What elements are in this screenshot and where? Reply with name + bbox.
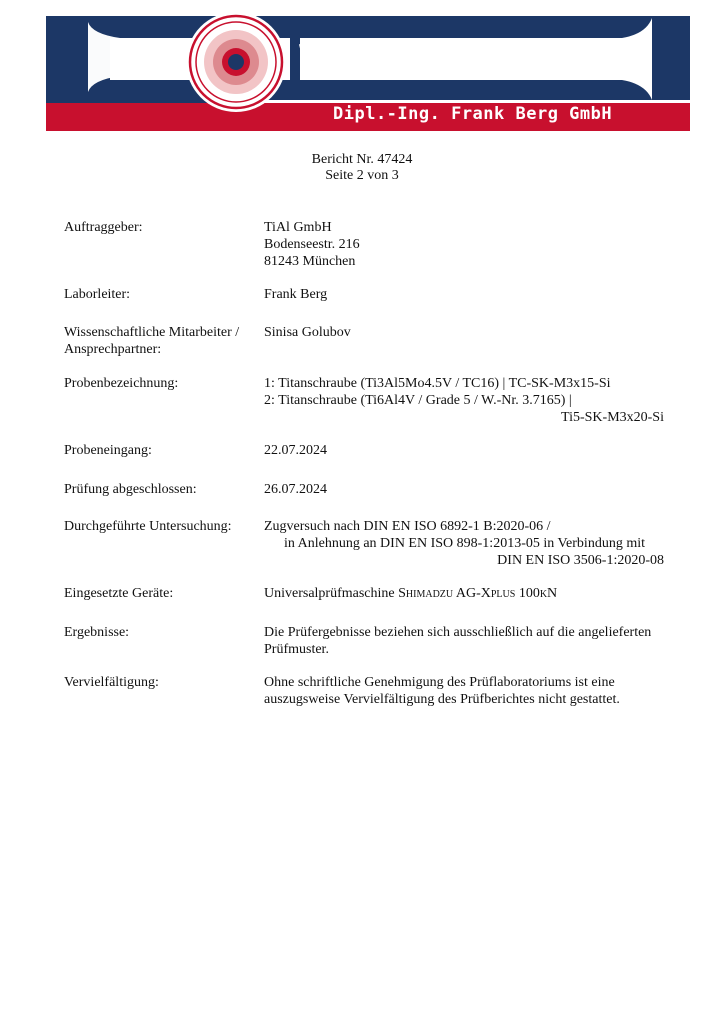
field-value: 26.07.2024 bbox=[264, 482, 327, 497]
field-label: Probeneingang: bbox=[64, 443, 152, 458]
field-value bbox=[264, 375, 664, 426]
field-value: Ohne schriftliche Genehmigung des Prüflaboratoriums ist eine auszugsweise Vervielfältigung des Prüfberichtes nicht gestattet. bbox=[264, 675, 620, 707]
equipment-capacity: 100kN bbox=[515, 586, 558, 601]
report-number: Bericht Nr. 47424 bbox=[311, 152, 413, 167]
field-label: Vervielfältigung: bbox=[64, 675, 159, 690]
field-label: Eingesetzte Geräte: bbox=[64, 586, 174, 601]
test-standard-1: Zugversuch nach DIN EN ISO 6892-1 B:2020-06 / bbox=[264, 519, 551, 534]
test-standard-2: in Anlehnung an DIN EN ISO 898-1:2013-05 in Verbindung mit bbox=[284, 536, 645, 551]
test-standard-3: DIN EN ISO 3506-1:2020-08 bbox=[497, 553, 664, 568]
field-value: Frank Berg bbox=[264, 287, 328, 302]
field-label: Auftraggeber: bbox=[64, 220, 143, 235]
equipment-model: Shimadzu AG-Xplus bbox=[398, 586, 516, 601]
specimen-2-id: Ti5-SK-M3x20-Si bbox=[561, 410, 664, 425]
field-label: Probenbezeichnung: bbox=[64, 376, 179, 391]
report-header bbox=[0, 152, 724, 184]
specimen-2: 2: Titanschraube (Ti6Al4V / Grade 5 / W.-Nr. 3.7165) | bbox=[264, 393, 572, 408]
page-indicator: Seite 2 von 3 bbox=[325, 168, 399, 183]
field-value bbox=[264, 518, 664, 569]
field-label: Ergebnisse: bbox=[64, 625, 130, 640]
brand-title: Werkstoffprüfung bbox=[298, 38, 644, 78]
client-city: 81243 München bbox=[264, 254, 356, 269]
equipment-prefix: Universalprüfmaschine bbox=[264, 586, 399, 601]
field-value: 22.07.2024 bbox=[264, 443, 327, 458]
field-label: Prüfung abgeschlossen: bbox=[64, 482, 197, 497]
field-value bbox=[264, 219, 664, 270]
client-street: Bodenseestr. 216 bbox=[264, 237, 360, 252]
field-value: Sinisa Golubov bbox=[264, 325, 351, 340]
field-label: Wissenschaftliche Mitarbeiter / Ansprechpartner: bbox=[64, 325, 240, 357]
brand-subtitle: Dipl.-Ing. Frank Berg GmbH bbox=[333, 104, 613, 124]
field-value: Die Prüfergebnisse beziehen sich ausschließlich auf die angelieferten Prüfmuster. bbox=[264, 625, 652, 657]
target-logo-icon bbox=[186, 12, 286, 112]
header-banner bbox=[0, 0, 724, 140]
field-label: Durchgeführte Untersuchung: bbox=[64, 519, 232, 534]
specimen-1: 1: Titanschraube (Ti3Al5Mo4.5V / TC16) | TC-SK-M3x15-Si bbox=[264, 376, 611, 391]
field-label: Laborleiter: bbox=[64, 287, 131, 302]
client-name: TiAl GmbH bbox=[264, 220, 332, 235]
field-value bbox=[264, 585, 664, 602]
